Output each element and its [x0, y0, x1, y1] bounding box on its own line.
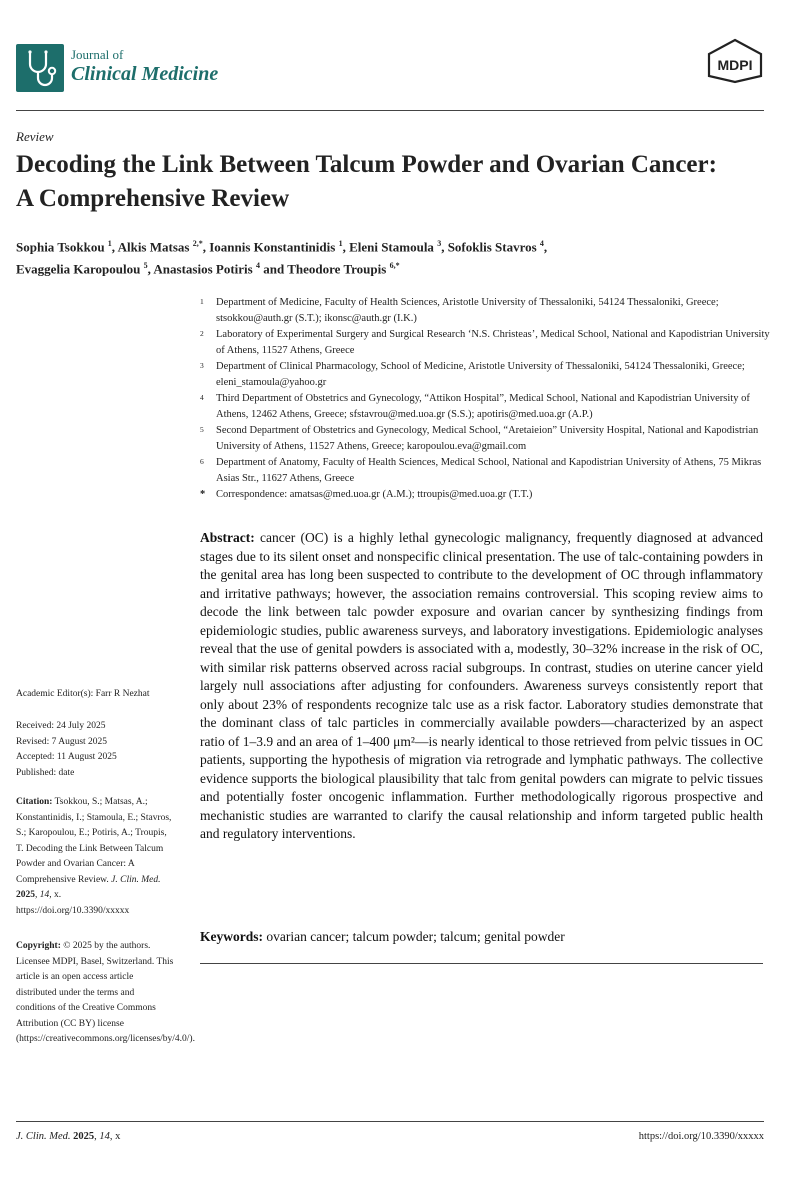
published-date: Published: date	[16, 767, 75, 778]
affiliation-text: Department of Clinical Pharmacology, School of Medicine, Aristotle University of Thessaloniki, 54124 Thessaloniki, Greece; eleni_stamoula@yahoo.gr	[216, 361, 745, 388]
header-divider	[16, 110, 764, 111]
citation-journal: J. Clin. Med.	[111, 874, 161, 885]
author-name: Sophia Tsokkou	[16, 239, 105, 255]
keywords	[200, 929, 763, 945]
affiliation-item	[200, 359, 770, 391]
affiliation-text: Department of Medicine, Faculty of Health Sciences, Aristotle University of Thessaloniki, 54124 Thessaloniki, Greece; stsokkou@auth.gr (S.T.); ikonsc@auth.gr (I.K.)	[216, 297, 719, 324]
copyright-text: © 2025 by the authors. Licensee MDPI, Basel, Switzerland. This article is an open access article distributed under the terms and conditions of the Creative Commons Attribution (CC BY) license (https://creativecommons.org/licenses/by/4.0/).	[16, 941, 195, 1044]
journal-header	[16, 38, 764, 100]
footer-citation: J. Clin. Med. 2025, 14, x	[16, 1131, 121, 1142]
article-title: Decoding the Link Between Talcum Powder and Ovarian Cancer: A Comprehensive Review	[16, 151, 717, 212]
academic-editor: Academic Editor(s): Farr R Nezhat	[16, 689, 150, 699]
author-name: Eleni Stamoula	[349, 239, 434, 255]
citation-year: 2025	[16, 890, 35, 900]
stethoscope-icon	[16, 44, 64, 92]
abstract	[200, 529, 763, 844]
abstract-text: cancer (OC) is a highly lethal gynecologic malignancy, frequently diagnosed at advanced stages due to its silent onset and nonspecific clinical presentation. The use of talc-containing powders in the genital area has long been suspected to contribute to the development of OC through inflammatory and irritative pathways; however, the association remains controversial. This scoping review aims to decode the link between talc powder exposure and ovarian cancer by synthesizing findings from epidemiologic studies, public awareness surveys, and laboratory investigations. Epidemiologic analyses reveal that the use of genital powders is associated with a, modestly, 30–32% increase in the risk of OC, with similar risk patterns observed across racial subgroups. In contrast, studies on uterine cancer yield largely null associations after adjusting for confounders. Awareness surveys consistently report that only about 23% of respondents recognize talc use as a risk factor. Laboratory studies demonstrate that the dominant class of talc particles in commercially available powders—characterized by an aspect ratio of 1–3.9 and an area of 1–400 μm²—is nearly identical to those retrieved from pelvic tissues in OC patients, supporting the hypothesis of migration via retrograde and lymphatic pathways. The collective evidence supports the biological plausibility that talc from genital powders can migrate to pelvic tissues and potentially foster oncogenic inflammation. Further methodologically rigorous prospective and mechanistic studies are warranted to clarify the causal relationship and inform targeted public health and regulatory interventions.	[200, 530, 764, 841]
author-name: Theodore Troupis	[287, 261, 387, 277]
affiliation-number: 6	[200, 457, 204, 466]
correspondence-text: Correspondence: amatsas@med.uoa.gr (A.M.); ttroupis@med.uoa.gr (T.T.)	[216, 489, 533, 500]
abstract-label: Abstract:	[200, 530, 255, 545]
affiliation-list	[200, 295, 770, 503]
author-sup: 2,*	[192, 239, 203, 248]
publisher-name: MDPI	[717, 57, 753, 73]
author-name: Sofoklis Stavros	[447, 239, 537, 255]
footer-volume: 14	[99, 1131, 110, 1142]
author-name: Ioannis Konstantinidis	[209, 239, 336, 255]
affiliation-item	[200, 391, 770, 423]
citation-block: Citation: Tsokkou, S.; Matsas, A.; Konstantinidis, I.; Stamoula, E.; Stavros, S.; Karopoulou, E.; Potiris, A.; Troupis, T. Decoding the Link Between Talcum Powder and Ovarian Cancer: A Comprehensive Review. J. Clin. Med. 2025, 14, x. https://doi.org/10.3390/xxxxx	[16, 797, 172, 916]
author-name: Alkis Matsas	[117, 239, 190, 255]
author-sup: 3	[437, 239, 442, 248]
author-sup: 1	[338, 239, 343, 248]
correspondence-mark: *	[200, 489, 206, 500]
affiliation-item	[200, 327, 770, 359]
author-sup: 1	[107, 239, 112, 248]
affiliation-item	[200, 423, 770, 455]
journal-name-small: Journal of	[71, 47, 124, 62]
affiliation-number: 4	[200, 393, 204, 402]
footer-year: 2025	[73, 1131, 95, 1142]
correspondence	[200, 487, 770, 503]
footer-article-number: , x	[109, 1131, 121, 1142]
article-type: Review	[16, 129, 54, 144]
article-dates	[16, 719, 176, 781]
mdpi-logo[interactable]	[706, 38, 764, 84]
copyright-block	[16, 939, 195, 1048]
affiliation-text: Second Department of Obstetrics and Gynecology, Medical School, “Aretaieion” University Hospital, National and Kapodistrian University of Athens, 11527 Athens, Greece; karopoulou.eva@gmail.com	[216, 425, 759, 452]
affiliation-number: 1	[200, 297, 204, 306]
author-sup: 4	[255, 261, 260, 271]
author-sup: 4	[539, 239, 544, 248]
revised-date: Revised: 7 August 2025	[16, 736, 108, 747]
citation-volume: 14	[39, 890, 50, 900]
author-name: Evaggelia Karopoulou	[16, 261, 141, 277]
keywords-divider	[200, 963, 763, 964]
copyright-label: Copyright:	[16, 941, 61, 951]
affiliation-number: 5	[200, 425, 204, 434]
affiliation-text: Department of Anatomy, Faculty of Health Sciences, Medical School, National and Kapodistrian University of Athens, 75 Mikras Asias Str., 11627 Athens, Greece	[216, 457, 762, 484]
keywords-label: Keywords:	[200, 929, 263, 944]
footer-divider	[16, 1121, 764, 1122]
affiliation-number: 2	[200, 329, 204, 338]
journal-name-big: Clinical Medicine	[71, 63, 219, 85]
author-name: Anastasios Potiris	[153, 261, 253, 277]
journal-name[interactable]	[71, 48, 218, 86]
affiliation-number: 3	[200, 361, 204, 370]
footer-journal: J. Clin. Med.	[16, 1131, 71, 1142]
received-date: Received: 24 July 2025	[16, 721, 106, 731]
citation-text: Tsokkou, S.; Matsas, A.; Konstantinidis, I.; Stamoula, E.; Stavros, S.; Karopoulou, E.; Potiris, A.; Troupis, T. Decoding the Link Between Talcum Powder and Ovarian Cancer: A Comprehensive Review.	[16, 797, 172, 885]
author-sup: 5	[143, 261, 148, 271]
affiliation-item	[200, 455, 770, 487]
keywords-text: ovarian cancer; talcum powder; talcum; genital powder	[266, 929, 565, 944]
footer-doi-link[interactable]: https://doi.org/10.3390/xxxxx	[638, 1131, 764, 1142]
accepted-date: Accepted: 11 August 2025	[16, 752, 117, 762]
author-sup: 6,*	[389, 261, 400, 271]
citation-label: Citation:	[16, 797, 53, 807]
author-list: Sophia Tsokkou $^1$, Alkis Matsas $^{2,*}$, Ioannis Konstantinidis $^1$, Eleni Stamoula $^3$, Sofoklis Stavros $^4$, Evaggelia Karopoulou $^5$, Anastasios Potiris $^4$ and Theodore Troupis $^{6,*}$	[16, 239, 548, 277]
affiliation-text: Laboratory of Experimental Surgery and Surgical Research ‘N.S. Christeas’, Medical School, National and Kapodistrian University of Athens, 11527 Athens, Greece	[216, 329, 770, 356]
citation-doi[interactable]: , x. https://doi.org/10.3390/xxxxx	[16, 890, 130, 916]
affiliation-item	[200, 295, 770, 327]
affiliation-text: Third Department of Obstetrics and Gynecology, “Attikon Hospital”, Medical School, National and Kapodistrian University of Athens, 12462 Athens, Greece; sfstavrou@med.uoa.gr (S.S.); apotiris@med.uoa.gr (A.P.)	[216, 393, 750, 420]
